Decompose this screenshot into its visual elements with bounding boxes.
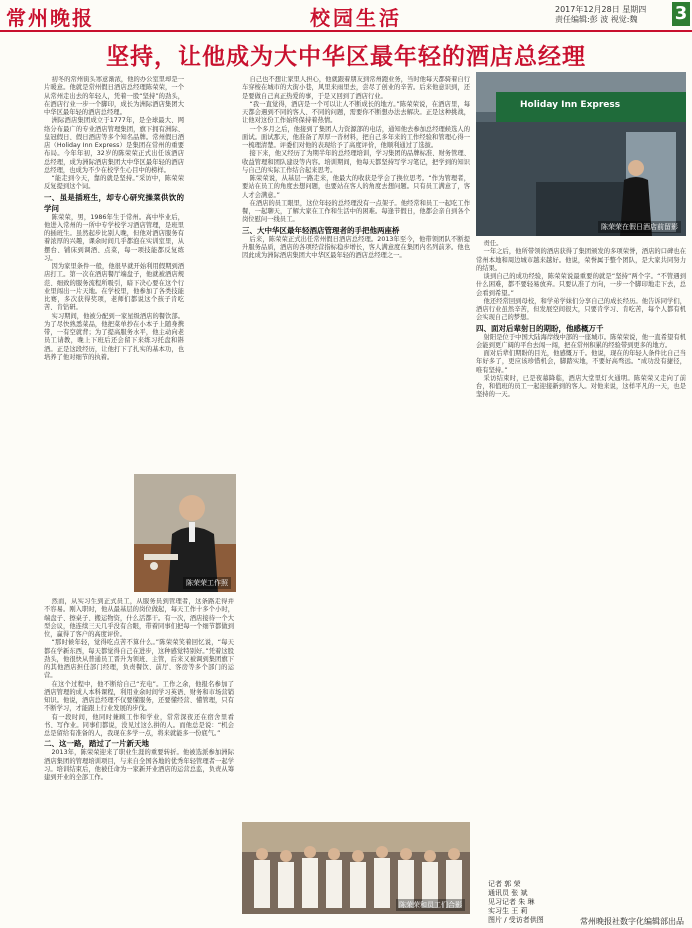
section-heading-2: 二、这一路，踏过了一片新天地 bbox=[44, 739, 149, 749]
paragraph: 他还经常回到母校，和学弟学妹们分享自己的成长经历。他告诉同学们，酒店行业虽然辛苦，但发展空间很大，只要肯学习、肯吃苦，每个人都有机会实现自己的梦想。 bbox=[476, 297, 686, 322]
page-footer bbox=[0, 916, 692, 928]
paragraph: “那时候年轻，觉得吃点苦不算什么。”陈荣荣笑着回忆说，“每天都在学新东西，每天都觉得自己在进步，这种感觉特别好。”凭着这股劲头，他很快从普通员工晋升为领班、主管，后来又被调到集团旗下的其他酒店担任部门经理，负责餐饮、前厅、客房等多个部门的运营。 bbox=[44, 639, 234, 680]
paragraph: 2013年，陈荣荣迎来了职业生涯的重要转折。他被选派参加洲际酒店集团的管理培训项目，与来自全国各地的优秀年轻管理者一起学习。培训结束后，他被任命为一家新开业酒店的运营总监，负责从筹建到开业的全部工作。 bbox=[44, 749, 234, 781]
section-heading-4: 四、面对后辈射日的期盼，他感概万千 bbox=[476, 323, 604, 333]
paragraph: 初冬的常州街头寒意渐浓，他的办公室里却是一片暖意。他就是常州假日酒店总经理陈荣荣，一个从常州走出去的年轻人，凭着一股“坚持”的劲头，在酒店行业一步一个脚印，成长为洲际酒店集团大中华区最年轻的酒店总经理。 bbox=[44, 76, 184, 116]
paragraph: 在这个过程中，他不断给自己“充电”。工作之余，他报名参加了酒店管理的成人本科课程，利用业余时间学习英语、财务和市场营销知识。他说，酒店总经理不仅要懂服务，还要懂经营、懂管理，只有不断学习，才能跟上行业发展的步伐。 bbox=[44, 680, 234, 713]
paragraph: “我一直觉得，酒店是一个可以让人不断成长的地方。”陈荣荣说，在酒店里，每天都会遇到不同的客人、不同的问题，需要你不断想办法去解决。正是这种挑战，让他对这份工作始终保持着热情。 bbox=[242, 100, 470, 125]
page-number: 3 bbox=[672, 2, 690, 26]
photo-hotel-front bbox=[476, 72, 686, 236]
byline-line: 实习生 王 莉 bbox=[488, 907, 528, 915]
paragraph: 洲际酒店集团成立于1777年，是全球最大、网络分布最广的专业酒店管理集团，旗下拥有洲际、皇冠假日、假日酒店等多个知名品牌。常州假日酒店（Holiday Inn Express）是集团在常州的重要布局。今年年初，32岁的陈荣荣正式出任该酒店总经理，成为洲际酒店集团大中华区最年轻的酒店总经理，也成为不少在校学生心目中的榜样。 bbox=[44, 117, 184, 174]
article-column-4 bbox=[476, 240, 686, 876]
paragraph: 因为家里条件一般，他很早就开始利用假期到酒店打工。第一次在酒店餐厅端盘子，他就被酒店规范、细致的服务流程所吸引，暗下决心要在这个行业里闯出一片天地。在学校里，他参加了各类技能比赛，多次获得奖项，老师们都说这个孩子肯吃苦、肯钻研。 bbox=[44, 263, 184, 312]
hotel-illustration bbox=[476, 72, 686, 236]
hotel-sign-text: Holiday Inn Express bbox=[520, 100, 621, 110]
photo-caption: 陈荣荣和员工们合影 bbox=[396, 899, 465, 911]
issue-date: 2017年12月28日 星期四 bbox=[555, 5, 647, 14]
paragraph: 后来，陈荣荣正式出任常州假日酒店总经理。2013年至今，他带领团队不断提升服务品质，酒店的各项经营指标稳步增长，客人满意度在集团内名列前茅。他也因此成为洲际酒店集团大中华区最年轻的酒店总经理之一。 bbox=[242, 235, 470, 259]
byline-line: 通讯员 张 斌 bbox=[488, 889, 528, 897]
paragraph: 实习期间，他被分配到一家星级酒店的餐饮部。为了尽快熟悉菜品，他把菜单抄在小本子上随身携带，一有空就背；为了提高服务水平，他主动向老员工请教，晚上下班后还会留下来练习托盘和斟酒。正是这段经历，让他打下了扎实的基本功，也培养了他对细节的执着。 bbox=[44, 312, 184, 361]
paragraph: 采访结束时，已是夜幕降临，酒店大堂里灯火通明。陈荣荣又走向了前台，和值班的员工一起迎接新到的客人。对他来说，这样平凡的一天，也是坚持的一天。 bbox=[476, 374, 686, 399]
paragraph: 陈荣荣说，从基层一路走来，他最大的收获是学会了换位思考。“作为管理者，要站在员工的角度去想问题，也要站在客人的角度去想问题。只有员工满意了，客人才会满意。” bbox=[242, 175, 470, 199]
byline-line: 记者 郭 荣 bbox=[488, 880, 521, 888]
paragraph: 一年之后，他所带领的酒店获得了集团颁发的多项荣誉，酒店的口碑也在常州本地和周边城市越来越好。他说，荣誉属于整个团队，是大家共同努力的结果。 bbox=[476, 248, 686, 272]
byline-line: 见习记者 朱 琳 bbox=[488, 898, 535, 906]
article-headline: 坚持，让他成为大中华区最年轻的酒店总经理 bbox=[106, 44, 586, 70]
section-title: 校园生活 bbox=[310, 6, 402, 30]
photo-staff-group bbox=[242, 822, 470, 914]
paragraph: 在酒店的员工眼里，这位年轻的总经理没有一点架子。他经常和员工一起吃工作餐，一起聊天，了解大家在工作和生活中的困难。每逢节假日，他都会亲自到各个岗位慰问一线员工。 bbox=[242, 199, 470, 224]
byline-line: 图片 / 受访者供图 bbox=[488, 916, 544, 924]
paragraph: 一个多月之后，他接到了集团人力资源部的电话，通知他去参加总经理候选人的面试。面试那天，他准备了厚厚一沓材料，把自己多年来的工作经验和管理心得一一梳理清楚。评委们对他的表现给予了高度评价，他顺利通过了选拔。 bbox=[242, 125, 470, 149]
paragraph: 射阳是位于中国大陆海岸线中部的一座城市。陈荣荣说，他一直希望有机会能到更广阔的平台去闯一闯，把在常州积累的经验带到更多的地方。 bbox=[476, 333, 686, 349]
portrait-illustration bbox=[134, 474, 236, 592]
article-column-2 bbox=[44, 598, 234, 910]
paragraph: 有一段时间，他同时兼顾工作和学业，常常深夜还在宿舍里看书、写作业。同事们都说，没见过这么拼的人。而他总是说：“机会总是留给有准备的人，我现在多学一点，将来就能多一份底气。” bbox=[44, 713, 234, 737]
section-heading-1: 一、虽是插班生，却专心研究操菜供饮的学问 bbox=[44, 192, 184, 213]
paragraph: 谈到自己的成功经验，陈荣荣说最重要的就是“坚持”两个字。“不管遇到什么困难，都不要轻易放弃。只要认准了方向，一步一个脚印地走下去，总会看到希望。” bbox=[476, 273, 686, 297]
paragraph: 陈荣荣，男，1986年生于常州。高中毕业后，他进入常州的一所中专学校学习酒店管理，是班里的插班生。虽然起步比别人晚，但他对酒店服务有着浓厚的兴趣，课余时间几乎都泡在实训室里，从摆台、铺床到调酒、点菜，每一项技能都反复练习。 bbox=[44, 213, 184, 262]
photo-caption: 陈荣荣工作照 bbox=[183, 577, 231, 589]
paragraph: 接下来，他又经历了为期半年的总经理培训，学习集团的品牌标准、财务管理、收益管理和团队建设等内容。培训期间，他每天都坚持写学习笔记，把学到的知识与自己的实际工作结合起来思考。 bbox=[242, 150, 470, 174]
paragraph: 责任。 bbox=[483, 240, 503, 247]
photo-portrait bbox=[134, 474, 236, 592]
paragraph: 自己也不想让家里人担心，他就跟着朋友到常州跑业务，当时他每天都骑着自行车穿梭在城市的大街小巷，风里来雨里去，尝尽了创业的辛苦。后来他意识到，还是要做自己真正热爱的事，于是又回到了酒店行业。 bbox=[242, 76, 470, 100]
issue-editor: 责任编辑:彭 波 视觉:魏 bbox=[555, 15, 638, 24]
paragraph: “能走到今天，靠的就是坚持。”采访中，陈荣荣反复提到这个词。 bbox=[44, 175, 184, 191]
paragraph: 面对后辈们期盼的目光，他感慨万千。他说，现在的年轻人条件比自己当年好多了，更应该珍惜机会，脚踏实地，不要好高骛远。“成功没有捷径，唯有坚持。” bbox=[476, 350, 686, 374]
footer-text: 常州晚报社数字化编辑部出品 bbox=[580, 917, 684, 926]
section-heading-3: 三、大中华区最年轻酒店管理者的手把他两座桥 bbox=[242, 225, 400, 235]
issue-meta bbox=[555, 5, 673, 25]
article-column-3 bbox=[242, 76, 470, 818]
paragraph: 然而，从实习生到正式员工，从服务员到管理者，这条路走得并不容易。刚入职时，他从最基层的岗位做起，每天工作十多个小时，端盘子、擦桌子、搬运物资，什么活都干。有一次，酒店接待一个大型会议，他连续三天几乎没有合眼，带着同事们把每一个细节都做到位，赢得了客户的高度评价。 bbox=[44, 598, 234, 638]
photo-caption: 陈荣荣在假日酒店前留影 bbox=[598, 221, 681, 233]
newspaper-logo: 常州晚报 bbox=[6, 6, 94, 30]
